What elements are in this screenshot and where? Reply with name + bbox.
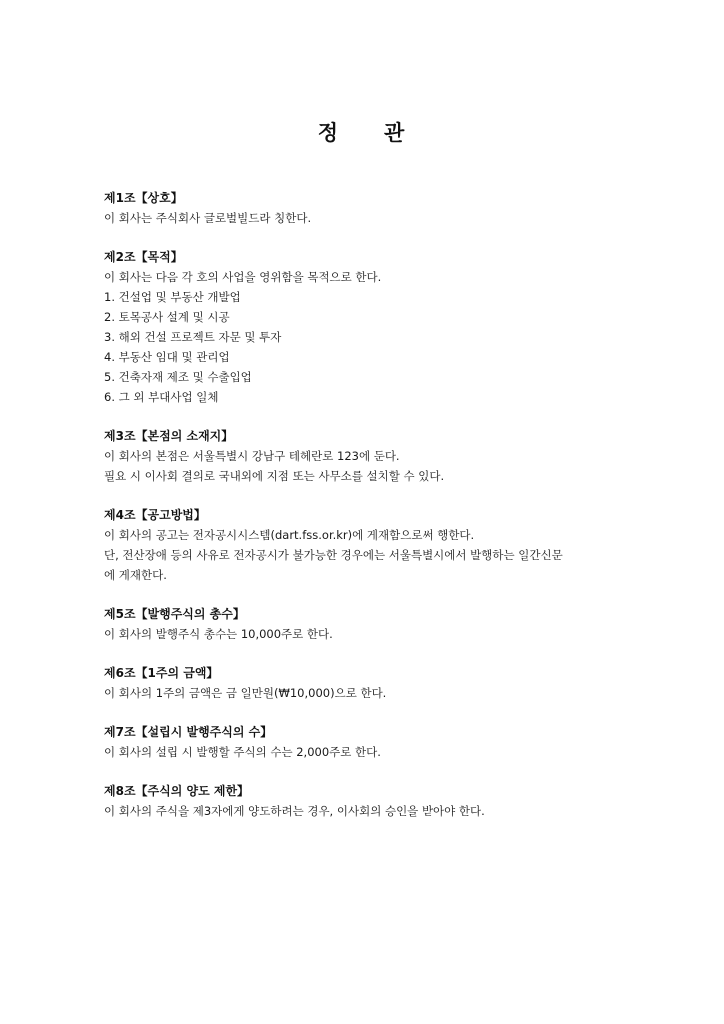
article-line: 이 회사의 공고는 전자공시시스템(dart.fss.or.kr)에 게재함으로써 행한다. [104,528,475,542]
article-line: 단, 전산장애 등의 사유로 전자공시가 불가능한 경우에는 서울특별시에서 발행하는 일간신문 [104,548,563,562]
article-line: 이 회사는 주식회사 글로벌빌드라 칭한다. [104,211,312,225]
article-line: 이 회사의 본점은 서울특별시 강남구 테헤란로 123에 둔다. [104,449,400,463]
article-heading: 제5조【발행주식의 총수】 [104,607,245,621]
article-6 [104,663,624,703]
document-title-right: 관 [384,121,407,145]
article-line: 3. 해외 건설 프로젝트 자문 및 투자 [104,330,282,344]
article-heading: 제2조【목적】 [104,250,183,264]
document-title-left: 정 [317,121,340,145]
article-2 [104,247,624,407]
article-8 [104,781,624,821]
article-line: 4. 부동산 임대 및 관리업 [104,350,230,364]
article-heading: 제6조【1주의 금액】 [104,666,219,680]
article-line: 이 회사의 1주의 금액은 금 일만원(₩10,000)으로 한다. [104,686,387,700]
article-4 [104,505,624,585]
article-heading: 제1조【상호】 [104,191,183,205]
article-heading: 제4조【공고방법】 [104,508,206,522]
articles-body [104,188,624,840]
article-line: 이 회사의 발행주식 총수는 10,000주로 한다. [104,627,333,641]
article-heading: 제3조【본점의 소재지】 [104,429,234,443]
article-5 [104,604,624,644]
article-line: 필요 시 이사회 결의로 국내외에 지점 또는 사무소를 설치할 수 있다. [104,469,445,483]
article-1 [104,188,624,228]
article-7 [104,722,624,762]
article-line: 6. 그 외 부대사업 일체 [104,390,219,404]
article-3 [104,426,624,486]
document-title [0,117,724,147]
article-line: 에 게재한다. [104,568,167,582]
article-line: 1. 건설업 및 부동산 개발업 [104,290,241,304]
article-line: 이 회사의 주식을 제3자에게 양도하려는 경우, 이사회의 승인을 받아야 한다. [104,804,485,818]
article-heading: 제8조【주식의 양도 제한】 [104,784,250,798]
article-line: 5. 건축자재 제조 및 수출입업 [104,370,252,384]
article-heading: 제7조【설립시 발행주식의 수】 [104,725,273,739]
article-line: 이 회사는 다음 각 호의 사업을 영위함을 목적으로 한다. [104,270,382,284]
article-line: 2. 토목공사 설계 및 시공 [104,310,230,324]
article-line: 이 회사의 설립 시 발행할 주식의 수는 2,000주로 한다. [104,745,381,759]
